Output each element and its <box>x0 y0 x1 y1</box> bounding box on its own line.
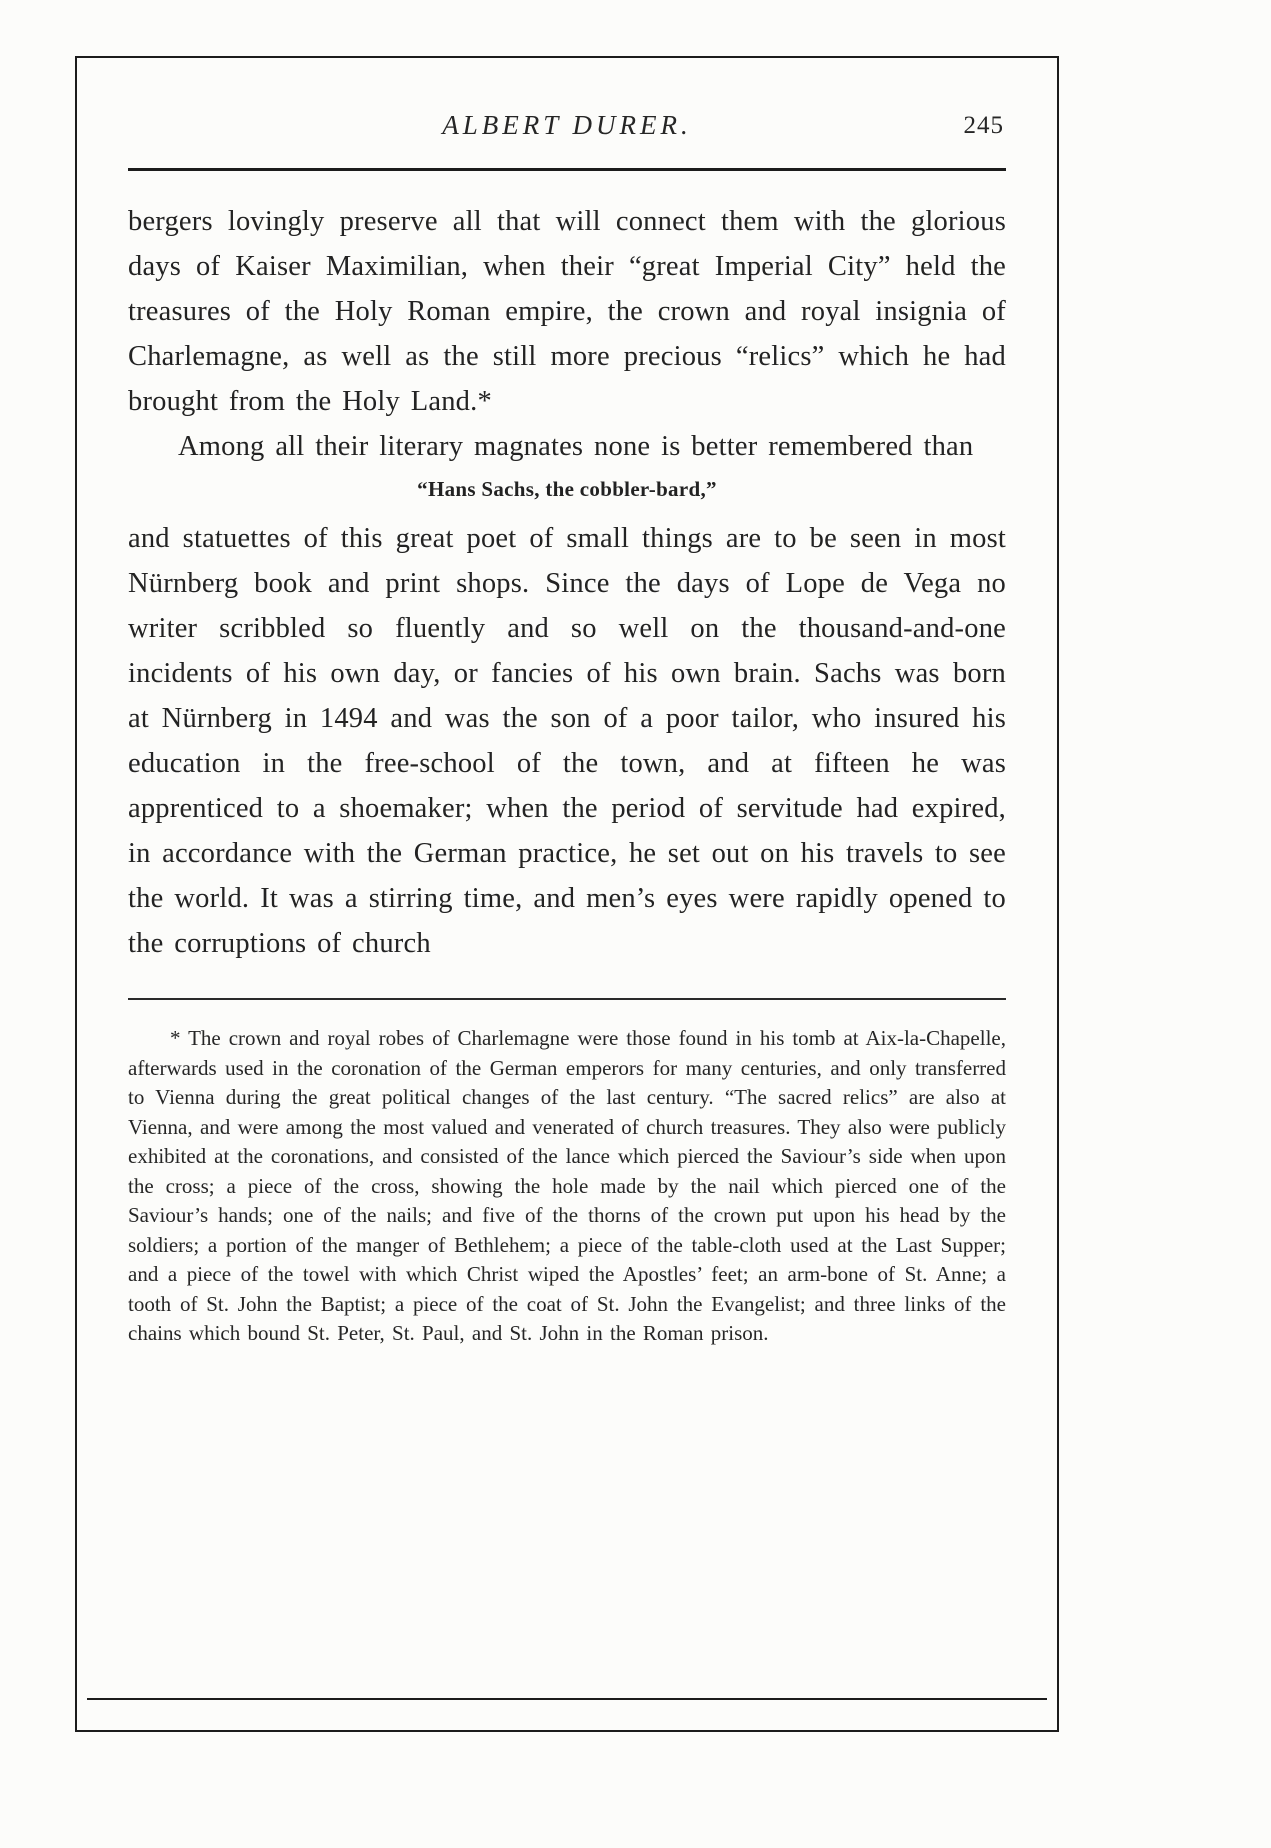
page-border-frame <box>75 56 1059 1732</box>
page-number: 245 <box>963 112 1004 139</box>
paragraph-hans-sachs-biography: and statuettes of this great poet of small things are to be seen in most Nürnberg book and print shops. Since the days of Lope de Vega no writer scribbled so fluently and so well on the thousand-and-one incidents of his own day, or fancies of his own brain. Sachs was born at Nürnberg in 1494 and was the son of a poor tailor, who insured his education in the free-school of the town, and at fifteen he was apprenticed to a shoemaker; when the period of servitude had expired, in accordance with the German practice, he set out on his travels to see the world. It was a stirring time, and men’s eyes were rapidly opened to the corruptions of church <box>128 523 1006 959</box>
paragraph-continuation: bergers lovingly preserve all that will connect them with the glorious days of Kaiser Maximilian, when their “great Imperial City” held the treasures of the Holy Roman empire, the crown and royal insignia of Charlemagne, as well as the still more precious “relics” which he had brought from the Holy Land.* <box>128 206 1006 417</box>
bottom-inner-rule <box>87 1698 1047 1700</box>
running-header-title: ALBERT DURER. <box>442 110 692 140</box>
footnote-separator-rule <box>128 998 1006 1000</box>
page-header <box>128 110 1006 146</box>
footnote-text: * The crown and royal robes of Charlemagne were those found in his tomb at Aix-la-Chapelle, afterwards used in the coronation of the German emperors for many centuries, and only transferred to Vienna during the great political changes of the last century. “The sacred relics” are also at Vienna, and were among the most valued and venerated of church treasures. They also were publicly exhibited at the coronations, and consisted of the lance which pierced the Saviour’s side when upon the cross; a piece of the cross, showing the hole made by the nail which pierced one of the Saviour’s hands; one of the nails; and five of the thorns of the crown put upon his head by the soldiers; a portion of the manger of Bethlehem; a piece of the table-cloth used at the Last Supper; and a piece of the towel with which Christ wiped the Apostles’ feet; an arm-bone of St. Anne; a tooth of St. John the Baptist; a piece of the coat of St. John the Evangelist; and three links of the chains which bound St. Peter, St. Paul, and St. John in the Roman prison. <box>128 1026 1006 1345</box>
header-rule <box>128 168 1006 171</box>
centered-quote-hans-sachs: “Hans Sachs, the cobbler-bard,” <box>417 477 717 501</box>
page-content <box>128 58 1006 1349</box>
paragraph-among-magnates: Among all their literary magnates none is better remembered than <box>178 431 974 462</box>
